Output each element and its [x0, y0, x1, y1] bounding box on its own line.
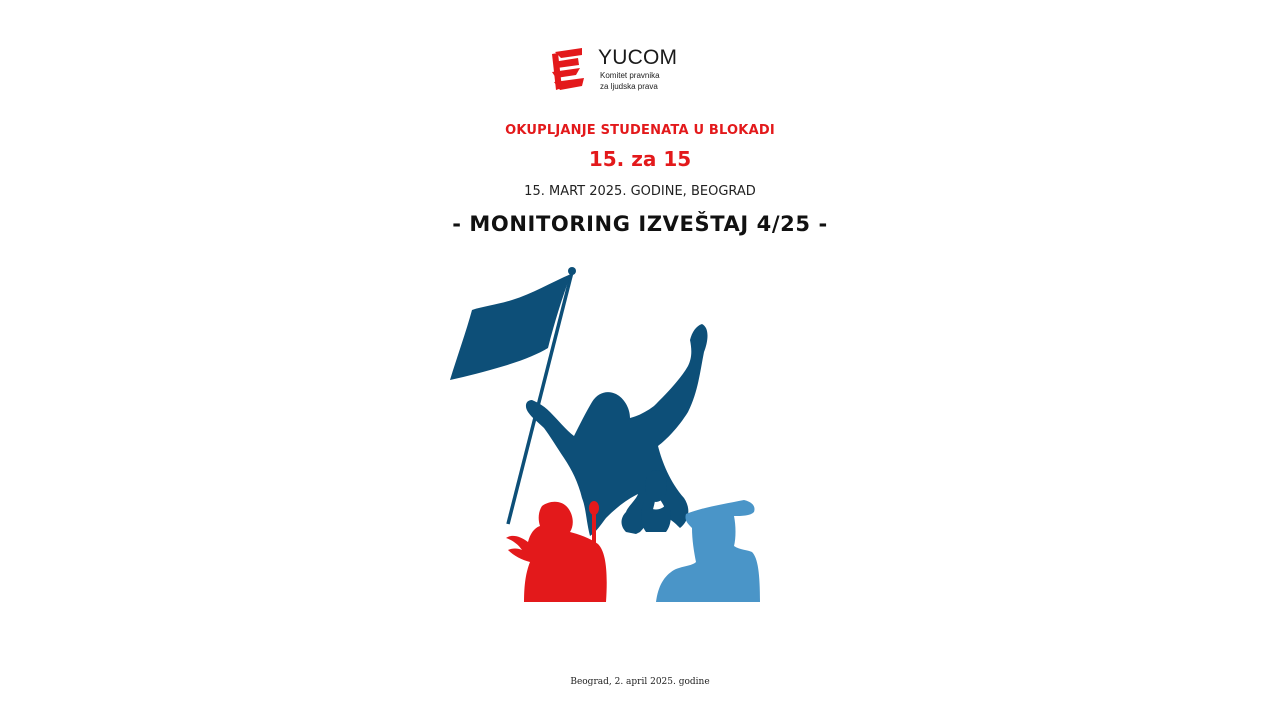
microphone-head [589, 501, 599, 515]
report-title: - MONITORING IZVEŠTAJ 4/25 - [452, 212, 828, 236]
logo-name: YUCOM [598, 46, 678, 69]
event-kicker: OKUPLJANJE STUDENATA U BLOKADI [505, 123, 775, 138]
flag-pole-tip [568, 267, 576, 275]
yucom-logo-mark [552, 48, 586, 92]
waving-flag [450, 274, 571, 380]
background-person-head [645, 470, 667, 502]
event-dateline: 15. MART 2025. GODINE, BEOGRAD [524, 184, 756, 199]
logo-tagline-line1: Komitet pravnika [600, 71, 660, 80]
logo-tagline-line2: za ljudska prava [600, 82, 658, 91]
yucom-logo [552, 46, 702, 94]
report-footer-date: Beograd, 2. april 2025. godine [570, 677, 710, 687]
protest-illustration [440, 262, 780, 607]
event-subtitle: 15. za 15 [588, 147, 692, 171]
